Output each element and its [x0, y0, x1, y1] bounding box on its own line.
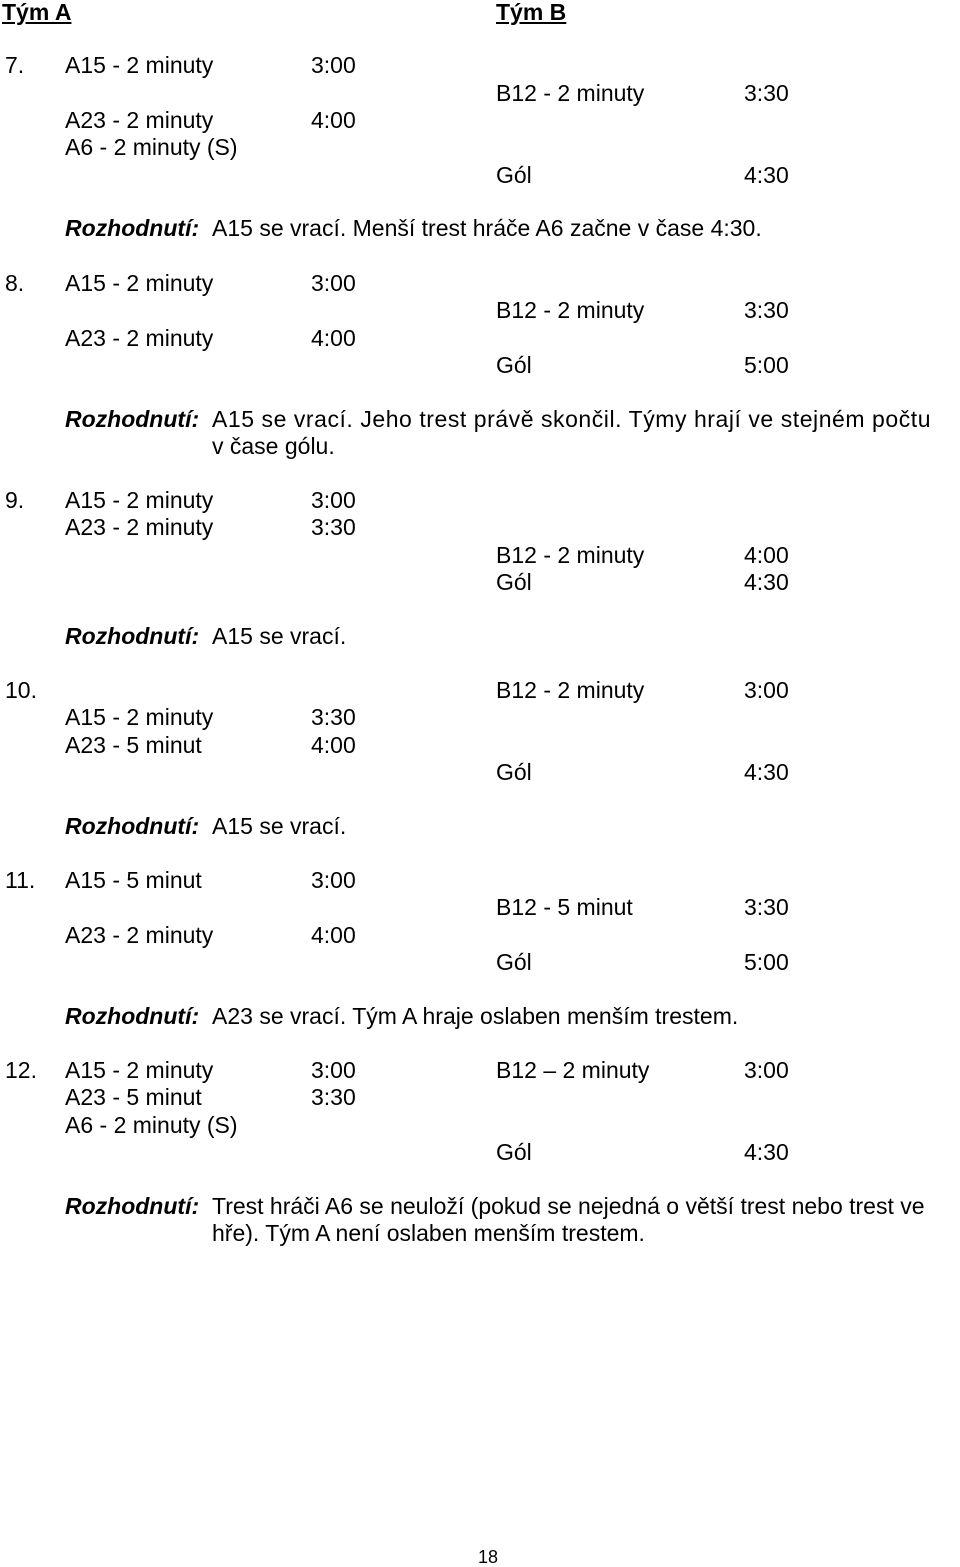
- team-b-time: 4:00: [744, 542, 789, 568]
- decision-label: Rozhodnutí:: [65, 215, 200, 241]
- team-b-time: 5:00: [744, 949, 789, 975]
- team-b-penalty: B12 – 2 minuty: [496, 1057, 650, 1083]
- team-b-goal: Gól: [496, 759, 532, 785]
- decision-text: A15 se vrací.: [212, 623, 347, 649]
- team-a-penalty: A15 - 2 minuty: [65, 52, 214, 78]
- case-number: 8.: [5, 270, 25, 296]
- team-b-time: 4:30: [744, 1139, 789, 1165]
- team-a-time: 3:00: [311, 1057, 356, 1083]
- team-a-time: 4:00: [311, 732, 356, 758]
- decision-text: Trest hráči A6 se neuloží (pokud se nejedná o větší trest nebo trest ve: [212, 1193, 925, 1219]
- team-a-time: 3:30: [311, 704, 356, 730]
- decision-text: v čase gólu.: [212, 433, 335, 459]
- team-a-time: 3:30: [311, 514, 356, 540]
- case-number: 12.: [5, 1057, 37, 1083]
- team-b-goal: Gól: [496, 569, 532, 595]
- team-b-penalty: B12 - 5 minut: [496, 894, 633, 920]
- team-a-penalty: A15 - 5 minut: [65, 867, 202, 893]
- team-b-penalty: B12 - 2 minuty: [496, 297, 645, 323]
- team-a-time: 4:00: [311, 325, 356, 351]
- decision-label: Rozhodnutí:: [65, 813, 200, 839]
- team-b-time: 3:30: [744, 297, 789, 323]
- case-number: 10.: [5, 677, 37, 703]
- decision-label: Rozhodnutí:: [65, 1003, 200, 1029]
- team-b-goal: Gól: [496, 352, 532, 378]
- decision-text: hře). Tým A není oslaben menším trestem.: [212, 1220, 645, 1246]
- team-a-time: 3:00: [311, 52, 356, 78]
- team-a-penalty: A23 - 5 minut: [65, 732, 202, 758]
- team-a-time: 4:00: [311, 922, 356, 948]
- decision-text: A23 se vrací. Tým A hraje oslaben menším trestem.: [212, 1003, 739, 1029]
- team-a-penalty: A23 - 2 minuty: [65, 922, 214, 948]
- team-a-penalty: A6 - 2 minuty (S): [65, 1112, 238, 1138]
- team-b-time: 3:00: [744, 1057, 789, 1083]
- team-a-header: Tým A: [2, 0, 72, 25]
- team-a-penalty: A15 - 2 minuty: [65, 270, 214, 296]
- team-b-time: 4:30: [744, 759, 789, 785]
- team-a-penalty: A6 - 2 minuty (S): [65, 134, 238, 160]
- team-a-penalty: A23 - 2 minuty: [65, 107, 214, 133]
- decision-text: A15 se vrací. Menší trest hráče A6 začne v čase 4:30.: [212, 215, 762, 241]
- team-b-time: 5:00: [744, 352, 789, 378]
- decision-text: A15 se vrací.: [212, 813, 347, 839]
- team-a-time: 3:00: [311, 270, 356, 296]
- team-a-penalty: A15 - 2 minuty: [65, 1057, 214, 1083]
- decision-label: Rozhodnutí:: [65, 406, 200, 432]
- team-b-goal: Gól: [496, 162, 532, 188]
- team-a-time: 4:00: [311, 107, 356, 133]
- page-number: 18: [478, 1547, 499, 1567]
- team-b-time: 3:00: [744, 677, 789, 703]
- team-a-time: 3:30: [311, 1084, 356, 1110]
- team-a-penalty: A23 - 2 minuty: [65, 325, 214, 351]
- decision-label: Rozhodnutí:: [65, 623, 200, 649]
- team-b-header: Tým B: [496, 0, 567, 25]
- team-a-penalty: A15 - 2 minuty: [65, 704, 214, 730]
- team-b-time: 3:30: [744, 80, 789, 106]
- decision-text: A15 se vrací. Jeho trest právě skončil. Týmy hrají ve stejném počtu: [212, 406, 932, 432]
- team-a-penalty: A23 - 2 minuty: [65, 514, 214, 540]
- team-b-goal: Gól: [496, 949, 532, 975]
- team-b-time: 3:30: [744, 894, 789, 920]
- case-number: 9.: [5, 487, 25, 513]
- team-b-time: 4:30: [744, 162, 789, 188]
- decision-label: Rozhodnutí:: [65, 1193, 200, 1219]
- team-b-goal: Gól: [496, 1139, 532, 1165]
- team-a-time: 3:00: [311, 867, 356, 893]
- case-number: 11.: [5, 867, 36, 893]
- team-a-penalty: A23 - 5 minut: [65, 1084, 202, 1110]
- team-b-penalty: B12 - 2 minuty: [496, 80, 645, 106]
- team-b-penalty: B12 - 2 minuty: [496, 542, 645, 568]
- case-number: 7.: [5, 52, 25, 78]
- team-a-penalty: A15 - 2 minuty: [65, 487, 214, 513]
- team-a-time: 3:00: [311, 487, 356, 513]
- team-b-penalty: B12 - 2 minuty: [496, 677, 645, 703]
- team-b-time: 4:30: [744, 569, 789, 595]
